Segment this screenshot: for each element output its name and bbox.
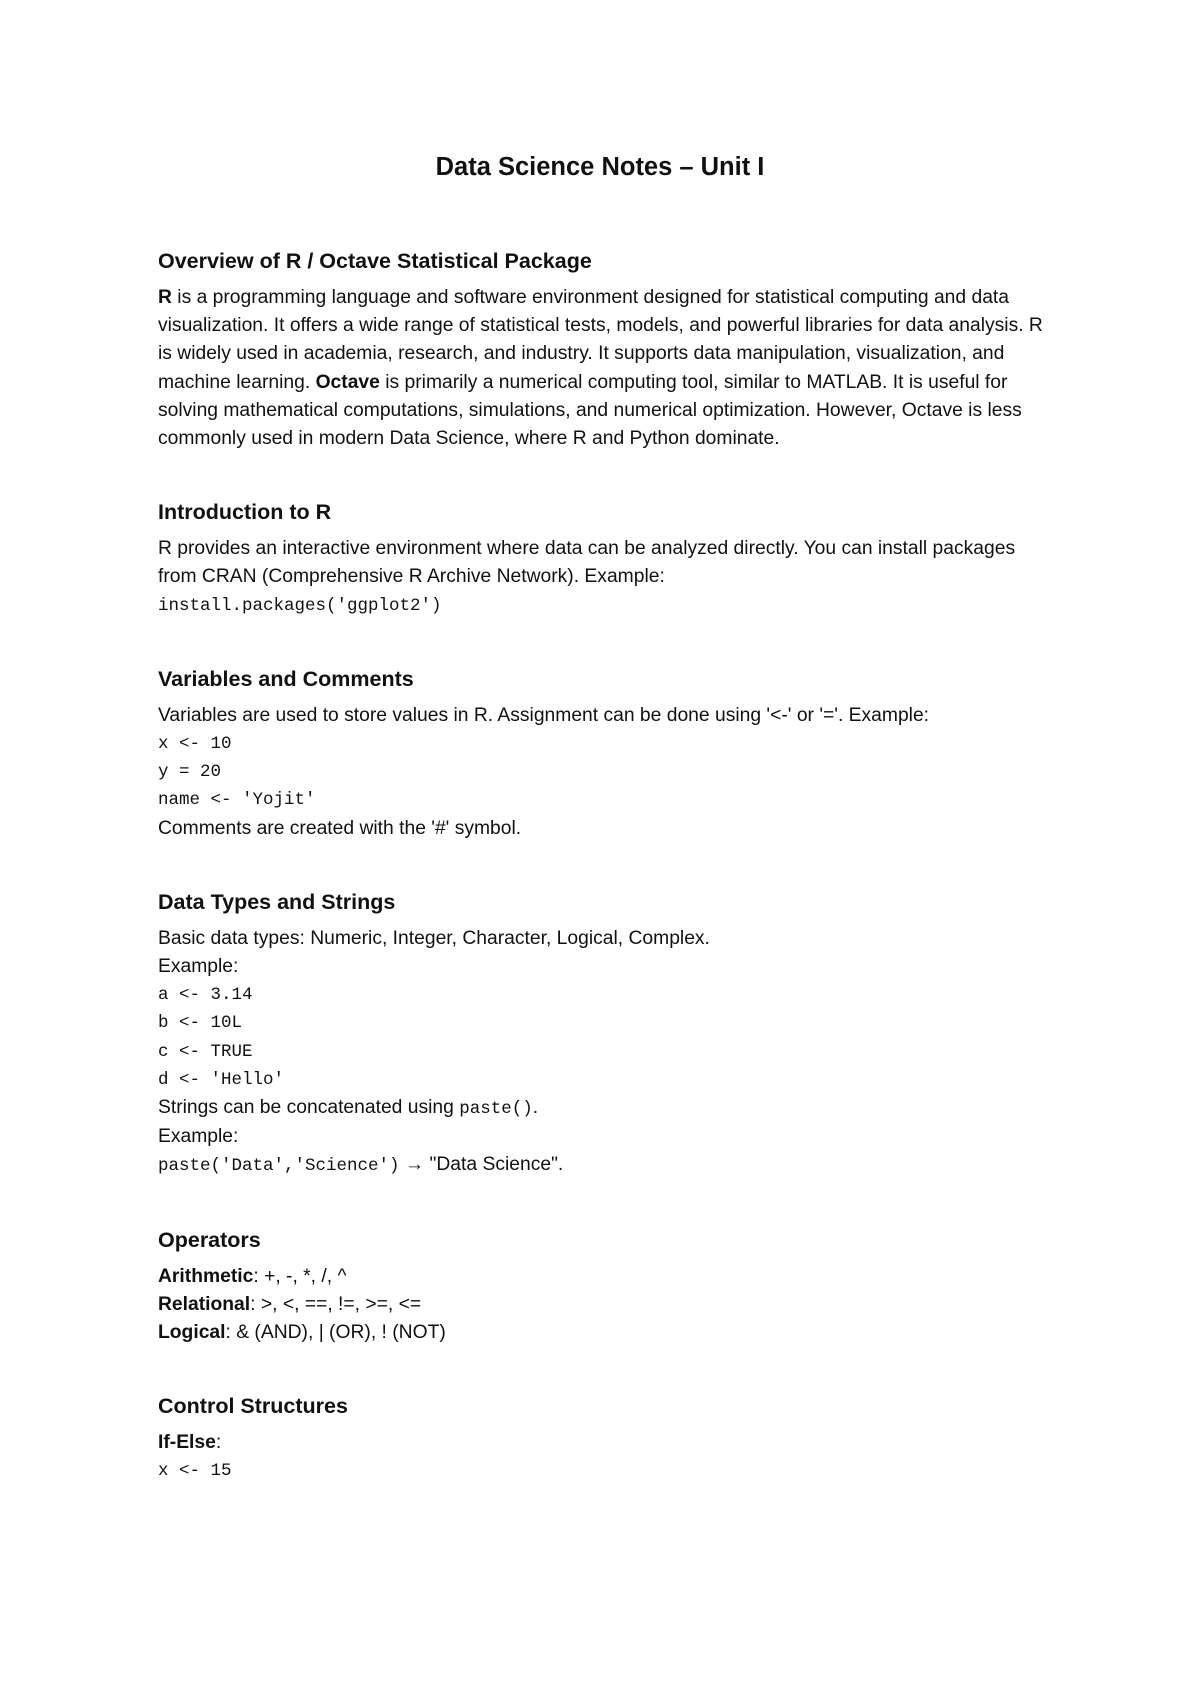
paste-example <box>158 1151 1058 1180</box>
octave-description: is primarily a numerical computing tool, similar to MATLAB. It is useful for solving mathematical computations, simulations, and numerical optimization. However, Octave is less commonly used in modern Data Science, where R and Python dominate. <box>158 371 1022 450</box>
intro-paragraph: R provides an interactive environment where data can be analyzed directly. You can install packages from CRAN (Comprehensive R Archive Network). Example: <box>158 538 1016 588</box>
r-description: is a programming language and software environment designed for statistical computing and data visualization. It offers a wide range of statistical tests, models, and powerful libraries for data analysis. R is widely used in academia, research, and industry. It supports data manipulation, visualization, and machine learning. <box>158 287 1043 393</box>
variables-paragraph: Variables are used to store values in R. Assignment can be done using '<-' or '='. Example: <box>158 704 930 726</box>
datatypes-paragraph: Basic data types: Numeric, Integer, Character, Logical, Complex. <box>158 927 710 949</box>
section-overview <box>158 246 1058 453</box>
octave-term: Octave <box>315 371 380 393</box>
overview-paragraph <box>158 284 1058 453</box>
section-variables <box>158 664 1058 843</box>
section-heading: Data Types and Strings <box>158 889 396 914</box>
code-line: x <- 15 <box>158 1461 232 1482</box>
operator-values: : & (AND), | (OR), ! (NOT) <box>225 1322 446 1344</box>
ifelse-label: If-Else <box>158 1432 216 1454</box>
ifelse-colon: : <box>215 1432 222 1454</box>
inline-code: paste() <box>459 1099 533 1120</box>
paste-result: → "Data Science". <box>399 1154 564 1176</box>
code-line: a <- 3.14 <box>158 985 253 1006</box>
operator-label: Logical <box>158 1322 226 1344</box>
operator-label: Relational <box>158 1293 251 1315</box>
code-line: b <- 10L <box>158 1013 243 1034</box>
comments-paragraph: Comments are created with the '#' symbol. <box>158 817 522 839</box>
r-term: R <box>158 287 172 308</box>
section-heading: Control Structures <box>158 1394 348 1419</box>
example-label: Example: <box>158 1126 239 1148</box>
concat-prefix: Strings can be concatenated using <box>158 1097 460 1119</box>
inline-code: paste('Data','Science') <box>158 1156 400 1177</box>
operator-values: : +, -, *, /, ^ <box>253 1265 347 1287</box>
document-title: Data Science Notes – Unit I <box>435 153 765 181</box>
operator-line-logical <box>158 1319 1058 1347</box>
section-data-types <box>158 887 1058 1181</box>
operator-line-relational <box>158 1291 1058 1319</box>
concat-paragraph <box>158 1094 1058 1123</box>
section-heading: Operators <box>158 1227 261 1252</box>
ifelse-label-line <box>158 1429 1058 1457</box>
operator-line-arithmetic <box>158 1263 1058 1291</box>
section-introduction <box>158 497 1058 620</box>
document-page <box>158 150 1058 1486</box>
code-line: d <- 'Hello' <box>158 1069 285 1090</box>
code-line: name <- 'Yojit' <box>158 790 316 811</box>
section-heading: Variables and Comments <box>158 666 414 691</box>
code-line: c <- TRUE <box>158 1041 253 1062</box>
section-control-structures <box>158 1391 1058 1485</box>
code-line: y = 20 <box>158 762 222 783</box>
section-heading: Overview of R / Octave Statistical Package <box>158 249 592 273</box>
section-heading: Introduction to R <box>158 500 332 525</box>
section-operators <box>158 1225 1058 1348</box>
example-label: Example: <box>158 956 239 978</box>
operator-label: Arithmetic <box>158 1265 254 1287</box>
code-line: x <- 10 <box>158 734 232 755</box>
operator-values: : >, <, ==, !=, >=, <= <box>250 1293 422 1315</box>
code-line: install.packages('ggplot2') <box>158 595 442 616</box>
concat-suffix: . <box>532 1097 539 1119</box>
